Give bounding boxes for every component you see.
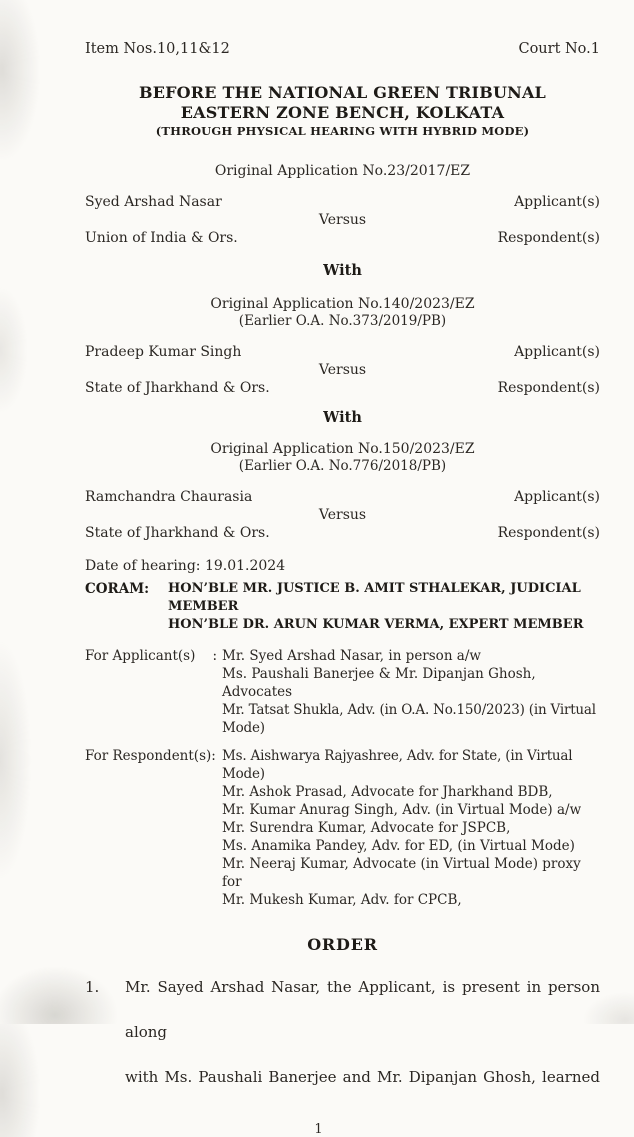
applicant-name: Ramchandra Chaurasia [85, 489, 253, 505]
versus-label: Versus [318, 507, 367, 523]
coram-label: CORAM: [85, 581, 150, 597]
respondent-name: State of Jharkhand & Ors. [85, 525, 270, 541]
applicant-name: Syed Arshad Nasar [85, 194, 222, 210]
hearing-mode-line: (THROUGH PHYSICAL HEARING WITH HYBRID MODE) [155, 124, 530, 138]
applicant-name: Pradeep Kumar Singh [85, 344, 242, 360]
appearance-line: Mr. Mukesh Kumar, Adv. for CPCB, [222, 892, 462, 908]
date-of-hearing: Date of hearing: 19.01.2024 [85, 558, 286, 574]
parties-block-2 [85, 343, 600, 397]
appearance-line: Mr. Ashok Prasad, Advocate for Jharkhand BDB, [222, 784, 553, 800]
applicant-side-label: Applicant(s) [514, 194, 600, 210]
appearance-line: Ms. Aishwarya Rajyashree, Adv. for State, (in Virtual Mode) [222, 748, 573, 782]
colon-separator: : [212, 648, 217, 664]
court-number-label: Court No.1 [518, 41, 600, 57]
respondent-name: Union of India & Ors. [85, 230, 238, 246]
appearance-line: Mr. Neeraj Kumar, Advocate (in Virtual Mode) proxy for [222, 856, 581, 890]
parties-block-3 [85, 488, 600, 542]
tribunal-title-block [85, 83, 600, 139]
with-separator: With [323, 262, 362, 279]
order-paragraph-line: Mr. Sayed Arshad Nasar, the Applicant, is present in person along [125, 978, 600, 1041]
for-applicant-label: For Applicant(s) [85, 648, 196, 664]
case-number-3: Original Application No.150/2023/EZ [210, 441, 475, 457]
parties-block-1 [85, 193, 600, 247]
coram-member-1: HON’BLE MR. JUSTICE B. AMIT STHALEKAR, JUDICIAL MEMBER [168, 581, 581, 614]
respondent-name: State of Jharkhand & Ors. [85, 380, 270, 396]
respondent-side-label: Respondent(s) [497, 230, 600, 246]
for-respondent-block [85, 747, 600, 909]
coram-block [85, 580, 600, 634]
bench-name-line: EASTERN ZONE BENCH, KOLKATA [180, 103, 505, 122]
case-number-2: Original Application No.140/2023/EZ [210, 296, 475, 312]
for-respondent-label: For Respondent(s): [85, 748, 216, 764]
order-paragraph-line: with Ms. Paushali Banerjee and Mr. Dipanjan Ghosh, learned [125, 1068, 600, 1086]
respondent-side-label: Respondent(s) [497, 380, 600, 396]
item-numbers-label: Item Nos.10,11&12 [85, 41, 230, 57]
with-separator: With [323, 409, 362, 426]
appearance-line: Mr. Syed Arshad Nasar, in person a/w [222, 648, 481, 664]
paragraph-number: 1. [85, 978, 100, 996]
appearance-line: Mr. Kumar Anurag Singh, Adv. (in Virtual Mode) a/w [222, 802, 582, 818]
respondent-side-label: Respondent(s) [497, 525, 600, 541]
versus-label: Versus [318, 212, 367, 228]
case-number-1: Original Application No.23/2017/EZ [214, 163, 471, 179]
coram-member-2: HON’BLE DR. ARUN KUMAR VERMA, EXPERT MEMBER [168, 617, 584, 632]
appearance-line: Ms. Paushali Banerjee & Mr. Dipanjan Ghosh, Advocates [222, 666, 536, 700]
tribunal-name-line: BEFORE THE NATIONAL GREEN TRIBUNAL [138, 83, 547, 102]
appearance-line: Ms. Anamika Pandey, Adv. for ED, (in Virtual Mode) [222, 838, 575, 854]
page-number: 1 [314, 1122, 323, 1137]
order-heading: ORDER [307, 935, 378, 954]
applicant-side-label: Applicant(s) [514, 489, 600, 505]
appearance-line: Mr. Tatsat Shukla, Adv. (in O.A. No.150/2023) (in Virtual Mode) [222, 702, 596, 736]
for-applicant-block [85, 647, 600, 737]
page-header [85, 40, 600, 58]
earlier-case-number-2: (Earlier O.A. No.373/2019/PB) [238, 313, 447, 329]
order-paragraph-1 [85, 965, 600, 1100]
earlier-case-number-3: (Earlier O.A. No.776/2018/PB) [238, 458, 447, 474]
versus-label: Versus [318, 362, 367, 378]
appearance-line: Mr. Surendra Kumar, Advocate for JSPCB, [222, 820, 511, 836]
applicant-side-label: Applicant(s) [514, 344, 600, 360]
